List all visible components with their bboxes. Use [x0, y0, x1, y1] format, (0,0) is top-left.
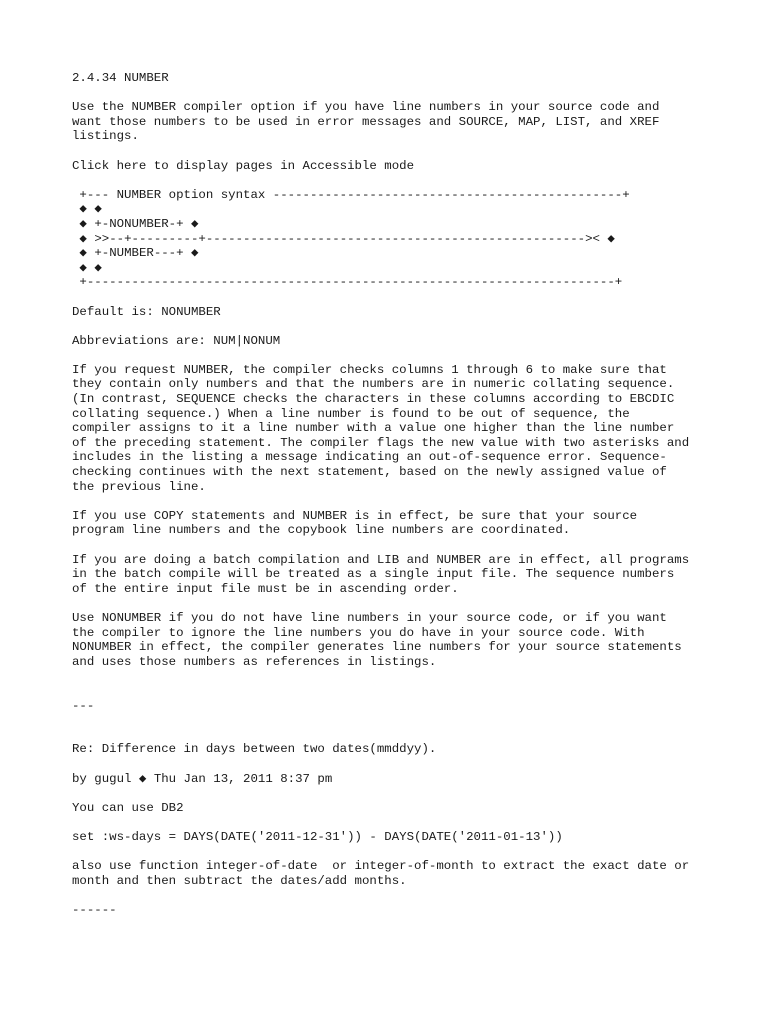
text-line: the previous line. — [72, 479, 206, 494]
document-body — [72, 71, 752, 917]
text-line: ◆ ◆ — [72, 202, 102, 217]
paragraph-gap — [72, 684, 752, 699]
paragraph-gap — [72, 86, 752, 101]
text-line: month and then subtract the dates/add months. — [72, 873, 407, 888]
text-line: checking continues with the next statement, based on the newly assigned value of — [72, 465, 667, 480]
text-line: Abbreviations are: NUM|NONUM — [72, 333, 281, 348]
text-line: set :ws-days = DAYS(DATE('2011-12-31')) - DAYS(DATE('2011-01-13')) — [72, 829, 563, 844]
text-line: listings. — [72, 129, 139, 144]
text-line: also use function integer-of-date or integer-of-month to extract the exact date or — [72, 859, 690, 874]
text-line: +-----------------------------------------------------------------------+ — [72, 275, 623, 290]
text-line: of the entire input file must be in ascending order. — [72, 581, 459, 596]
text-line: If you are doing a batch compilation and LIB and NUMBER are in effect, all programs — [72, 552, 690, 567]
paragraph-gap — [72, 494, 752, 509]
paragraph-gap — [72, 815, 752, 830]
text-line: --- — [72, 698, 95, 713]
text-line: the compiler to ignore the line numbers you do have in your source code. With — [72, 625, 645, 640]
paragraph-gap — [72, 348, 752, 363]
paragraph-gap — [72, 844, 752, 859]
text-line: ◆ ◆ — [72, 260, 102, 275]
paragraph-gap — [72, 669, 752, 684]
paragraph-gap — [72, 173, 752, 188]
text-line: compiler assigns to it a line number with a value one higher than the line number — [72, 421, 675, 436]
text-line: Default is: NONUMBER — [72, 304, 221, 319]
text-line: ------ — [72, 902, 117, 917]
text-line: includes in the listing a message indicating an out-of-sequence error. Sequence- — [72, 450, 667, 465]
text-line: of the preceding statement. The compiler flags the new value with two asterisks and — [72, 435, 690, 450]
text-line: If you use COPY statements and NUMBER is in effect, be sure that your source — [72, 508, 638, 523]
text-line: 2.4.34 NUMBER — [72, 71, 169, 85]
text-line: (In contrast, SEQUENCE checks the characters in these columns according to EBCDIC — [72, 392, 675, 407]
text-line: +--- NUMBER option syntax -----------------------------------------------+ — [72, 187, 630, 202]
paragraph-gap — [72, 319, 752, 334]
text-line: program line numbers and the copybook line numbers are coordinated. — [72, 523, 571, 538]
paragraph-gap — [72, 757, 752, 772]
text-line: ◆ +-NUMBER---+ ◆ — [72, 246, 199, 261]
paragraph-gap — [72, 290, 752, 305]
paragraph-gap — [72, 713, 752, 728]
paragraph-gap — [72, 144, 752, 159]
paragraph-gap — [72, 596, 752, 611]
text-line: Click here to display pages in Accessible mode — [72, 158, 415, 173]
text-line: Use the NUMBER compiler option if you have line numbers in your source code and — [72, 100, 660, 115]
text-line: You can use DB2 — [72, 800, 184, 815]
text-line: want those numbers to be used in error messages and SOURCE, MAP, LIST, and XREF — [72, 114, 660, 129]
text-line: Use NONUMBER if you do not have line numbers in your source code, or if you want — [72, 610, 667, 625]
text-line: and uses those numbers as references in listings. — [72, 654, 437, 669]
paragraph-gap — [72, 786, 752, 801]
paragraph-gap — [72, 888, 752, 903]
paragraph-gap — [72, 538, 752, 553]
text-line: by gugul ◆ Thu Jan 13, 2011 8:37 pm — [72, 771, 333, 786]
paragraph-gap — [72, 728, 752, 743]
text-line: they contain only numbers and that the numbers are in numeric collating sequence. — [72, 377, 675, 392]
text-line: ◆ >>--+---------+--------------------------------------------------->< ◆ — [72, 231, 615, 246]
text-line: If you request NUMBER, the compiler checks columns 1 through 6 to make sure that — [72, 362, 667, 377]
text-line: collating sequence.) When a line number is found to be out of sequence, the — [72, 406, 630, 421]
text-line: ◆ +-NONUMBER-+ ◆ — [72, 216, 199, 231]
text-line: Re: Difference in days between two dates(mmddyy). — [72, 742, 437, 757]
text-line: NONUMBER in effect, the compiler generates line numbers for your source statements — [72, 640, 682, 655]
text-line: in the batch compile will be treated as a single input file. The sequence numbers — [72, 567, 675, 582]
